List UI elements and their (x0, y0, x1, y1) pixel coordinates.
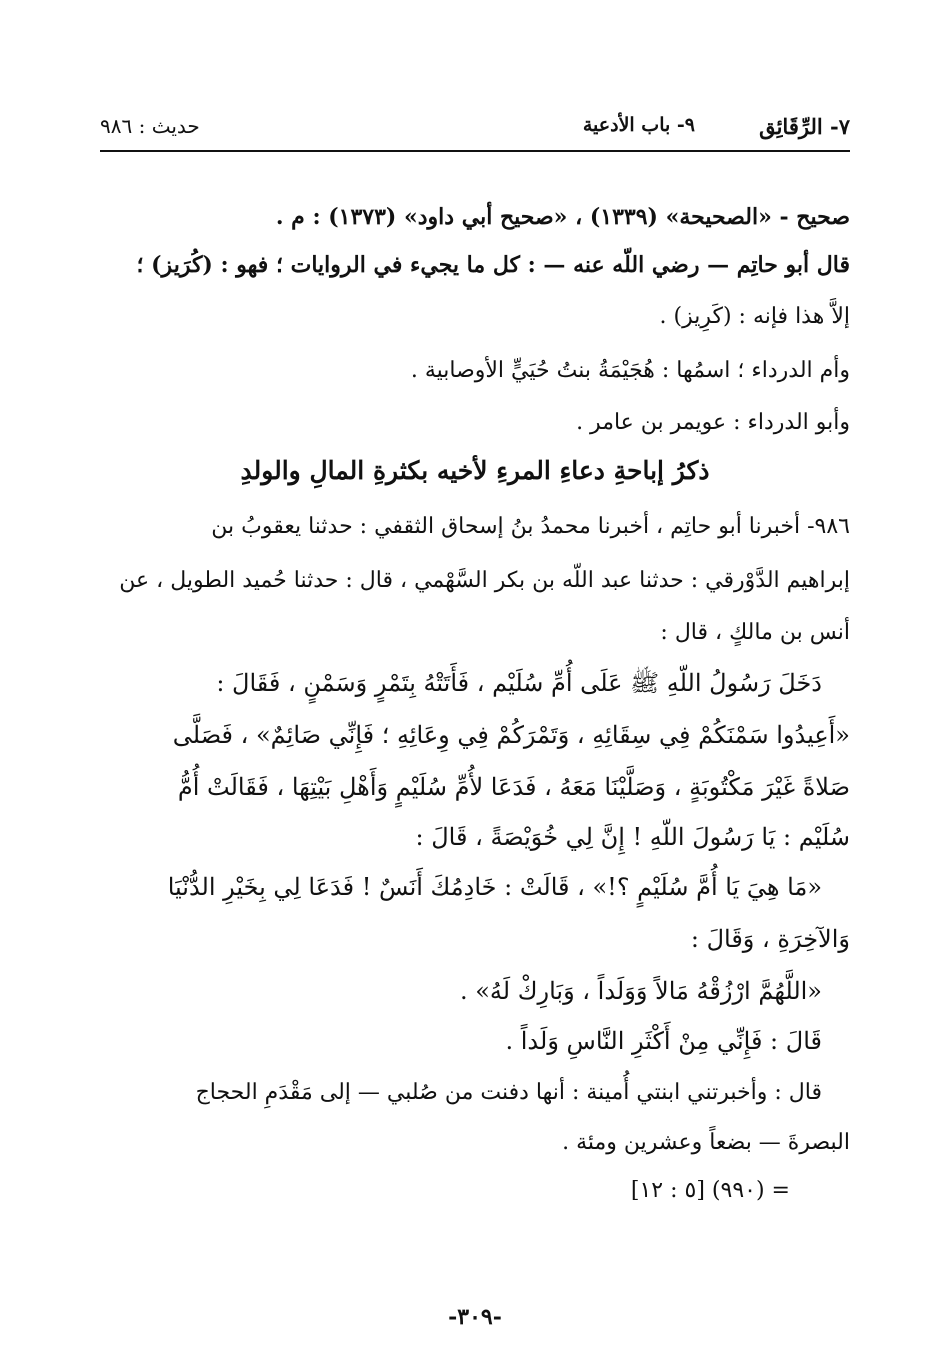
hadith-line: ٩٨٦- أخبرنا أبو حاتِم ، أخبرنا محمدُ بنُ إسحاق الثقفي : حدثنا يعقوبُ بن (211, 514, 850, 539)
hadith-matn-line: دَخَلَ رَسُولُ اللّهِ ﷺ عَلَى أُمِّ سُلَيْم ، فَأَتَتْهُ بِتَمْرٍ وَسَمْنٍ ، فَقَالَ : (216, 669, 822, 697)
hadith-matn-line: سُلَيْم : يَا رَسُولَ اللّهِ ! إِنَّ لِي خُوَيْصَةً ، قَالَ : (415, 823, 850, 851)
hadith-matn-line: صَلاةً غَيْرَ مَكْتُوبَةٍ ، وَصَلَّيْنَا مَعَهُ ، فَدَعَا لأُمِّ سُلَيْمٍ وَأَهْلِ بَيْتِهَا ، فَقَالَتْ أُمُّ (177, 773, 850, 801)
hadith-line: أنس بن مالكٍ ، قال : (660, 620, 850, 645)
grading-line: صحيح - «الصحيحة» (١٣٣٩) ، «صحيح أبي داود» (١٣٧٣) : م . (275, 204, 850, 230)
umm-darda-note: وأم الدرداء ؛ اسمُها : هُجَيْمَةُ بنتُ حُيَيٍّ الأوصابية . (410, 358, 850, 383)
page-number: -٣٠٩- (448, 1304, 502, 1330)
cross-reference: = (٩٩٠) [٥ : ١٢] (630, 1178, 790, 1203)
hadith-matn-line: «مَا هِيَ يَا أُمَّ سُلَيْمٍ ؟!» ، قَالَتْ : خَادِمُكَ أَنَسٌ ! فَدَعَا لِي بِخَيْرِ الدُّنْيَا (167, 873, 822, 901)
hadith-line: إبراهيم الدَّوْرقي : حدثنا عبد اللّه بن بكر السَّهْمي ، قال : حدثنا حُميد الطويل ، عن (119, 568, 850, 593)
abu-hatim-note-text: قال أبو حاتِم — رضي اللّه عنه — : كل ما يجيء في الروايات ؛ فهو : (كُرَيز) ؛ (136, 252, 850, 278)
hadith-number-label: حديث : ٩٨٦ (100, 114, 200, 138)
hadith-matn-line: «أَعِيدُوا سَمْنَكُمْ فِي سِقَائِهِ ، وَتَمْرَكُمْ فِي وِعَائِهِ ؛ فَإِنِّي صَائِمٌ» ، فَصَلَّى (172, 721, 850, 749)
chapter-heading: ذكرُ إباحةِ دعاءِ المرءِ لأخيه بكثرةِ المالِ والولدِ (240, 456, 710, 485)
hadith-line: قال : وأخبرتني ابنتي أُمينة : أنها دفنت من صُلبي — إلى مَقْدَمِ الحجاج (195, 1080, 822, 1105)
section-title: ٩- باب الأدعية (582, 114, 695, 136)
note-continuation: إلاَّ هذا فإنه : (كَرِيز) . (659, 304, 850, 329)
abu-darda-note: وأبو الدرداء : عويمر بن عامر . (576, 410, 850, 435)
page (100, 110, 850, 1330)
abu-hatim-note (137, 250, 851, 281)
hadith-matn-line: وَالآخِرَةِ ، وَقَالَ : (690, 925, 850, 953)
hadith-matn-line: قَالَ : فَإِنِّي مِنْ أَكْثَرِ النَّاسِ وَلَداً . (505, 1027, 822, 1055)
running-header (100, 110, 850, 152)
hadith-line: البصرةَ — بضعاً وعشرين ومئة . (562, 1130, 850, 1155)
hadith-matn-line: «اللَّهُمَّ ارْزُقْهُ مَالاً وَوَلَداً ، وَبَارِكْ لَهُ» . (459, 977, 822, 1005)
chapter-title: ٧- الرِّقَائِق (759, 114, 850, 139)
